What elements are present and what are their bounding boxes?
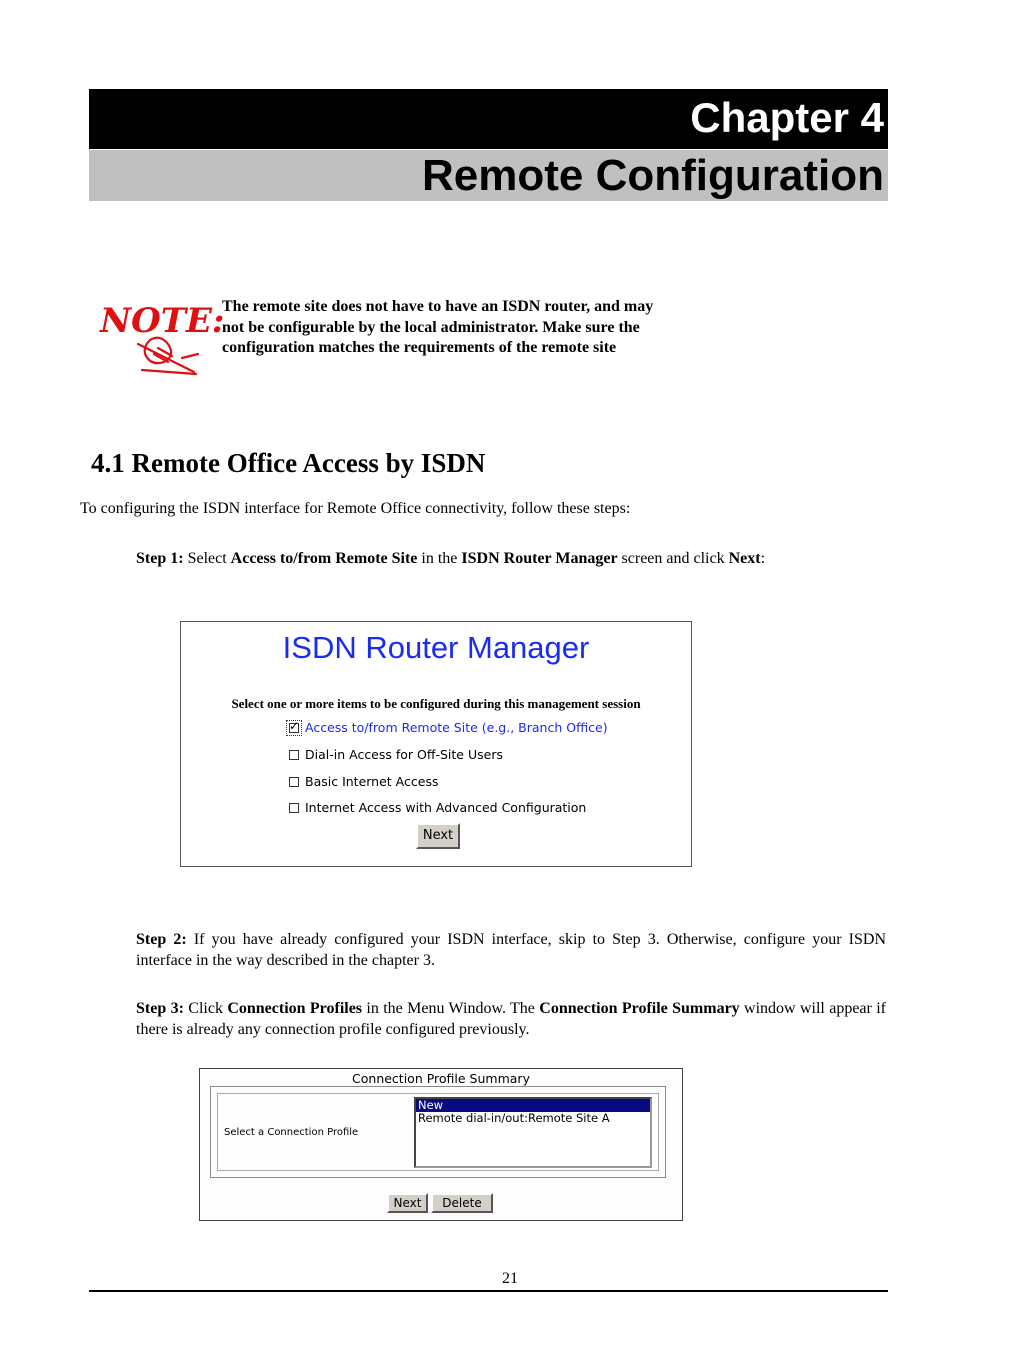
router-manager-prompt: Select one or more items to be configured during this management session	[231, 696, 641, 711]
chapter-number: Chapter 4	[690, 94, 884, 141]
chapter-number-bar	[89, 89, 888, 149]
step-text: screen and click	[617, 550, 729, 567]
step-text: Select	[183, 550, 231, 567]
note-icon-text: NOTE:	[100, 301, 225, 341]
step-bold: Connection Profiles	[227, 1000, 363, 1017]
step-label: Step 1:	[136, 550, 184, 567]
checkbox-checked-icon[interactable]	[289, 723, 299, 733]
step-text: in the	[417, 550, 462, 567]
chapter-title: Remote Configuration	[422, 151, 884, 200]
step-3	[136, 999, 886, 1040]
list-item[interactable]: New	[416, 1099, 650, 1112]
option-remote-site[interactable]	[289, 720, 608, 735]
page-number: 21	[502, 1270, 518, 1287]
step-text: :	[760, 550, 766, 567]
step-bold: Access to/from Remote Site	[230, 550, 418, 567]
option-basic-internet[interactable]	[289, 774, 438, 789]
step-label: Step 3:	[136, 1000, 184, 1017]
step-label: Step 2:	[136, 931, 187, 948]
option-advanced-internet[interactable]	[289, 800, 586, 815]
note-line: The remote site does not have to have an ISDN router, and may	[222, 298, 654, 315]
footer-rule	[89, 1290, 888, 1292]
step-text: Click	[183, 1000, 228, 1017]
option-label: Dial-in Access for Off-Site Users	[305, 747, 503, 762]
step-2	[136, 930, 886, 971]
next-button[interactable]: Next	[416, 823, 460, 849]
checkbox-icon[interactable]	[289, 750, 299, 760]
step-bold: ISDN Router Manager	[461, 550, 618, 567]
option-dial-in[interactable]	[289, 747, 503, 762]
note-line: not be configurable by the local administrator. Make sure the	[222, 318, 640, 336]
step-text: in the Menu Window. The	[362, 1000, 540, 1017]
option-label: Internet Access with Advanced Configuration	[305, 800, 587, 815]
step-bold: Next	[728, 550, 761, 567]
section-heading: 4.1 Remote Office Access by ISDN	[91, 448, 486, 478]
router-manager-title: ISDN Router Manager	[282, 630, 590, 665]
select-profile-label: Select a Connection Profile	[224, 1127, 359, 1138]
note-pencil-icon	[98, 298, 225, 378]
checkbox-icon[interactable]	[289, 803, 299, 813]
step-text: window will appear if there is already any connection profile configured previously.	[136, 1000, 886, 1038]
note-line: configuration matches the requirements of the remote site	[222, 339, 617, 356]
step-1	[136, 549, 765, 570]
delete-button[interactable]: Delete	[431, 1193, 493, 1213]
option-label: Basic Internet Access	[305, 774, 439, 789]
step-text: If you have already configured your ISDN interface, skip to Step 3. Otherwise, configure your ISDN interface in the way described in the chapter 3.	[136, 931, 886, 969]
intro-paragraph: To configuring the ISDN interface for Remote Office connectivity, follow these steps:	[80, 500, 631, 517]
router-manager-screenshot	[180, 621, 692, 867]
option-label: Access to/from Remote Site (e.g., Branch Office)	[305, 720, 608, 735]
profile-listbox[interactable]	[414, 1097, 652, 1168]
step-bold: Connection Profile Summary	[539, 1000, 740, 1017]
next-button[interactable]: Next	[387, 1193, 428, 1213]
note-text	[222, 297, 722, 359]
profile-summary-title	[200, 1071, 682, 1086]
list-item[interactable]: Remote dial-in/out:Remote Site A	[418, 1111, 610, 1125]
checkbox-icon[interactable]	[289, 777, 299, 787]
profile-summary-screenshot	[199, 1068, 683, 1221]
chapter-title-bar	[89, 150, 888, 201]
profile-summary-title-text: Connection Profile Summary	[349, 1071, 533, 1086]
